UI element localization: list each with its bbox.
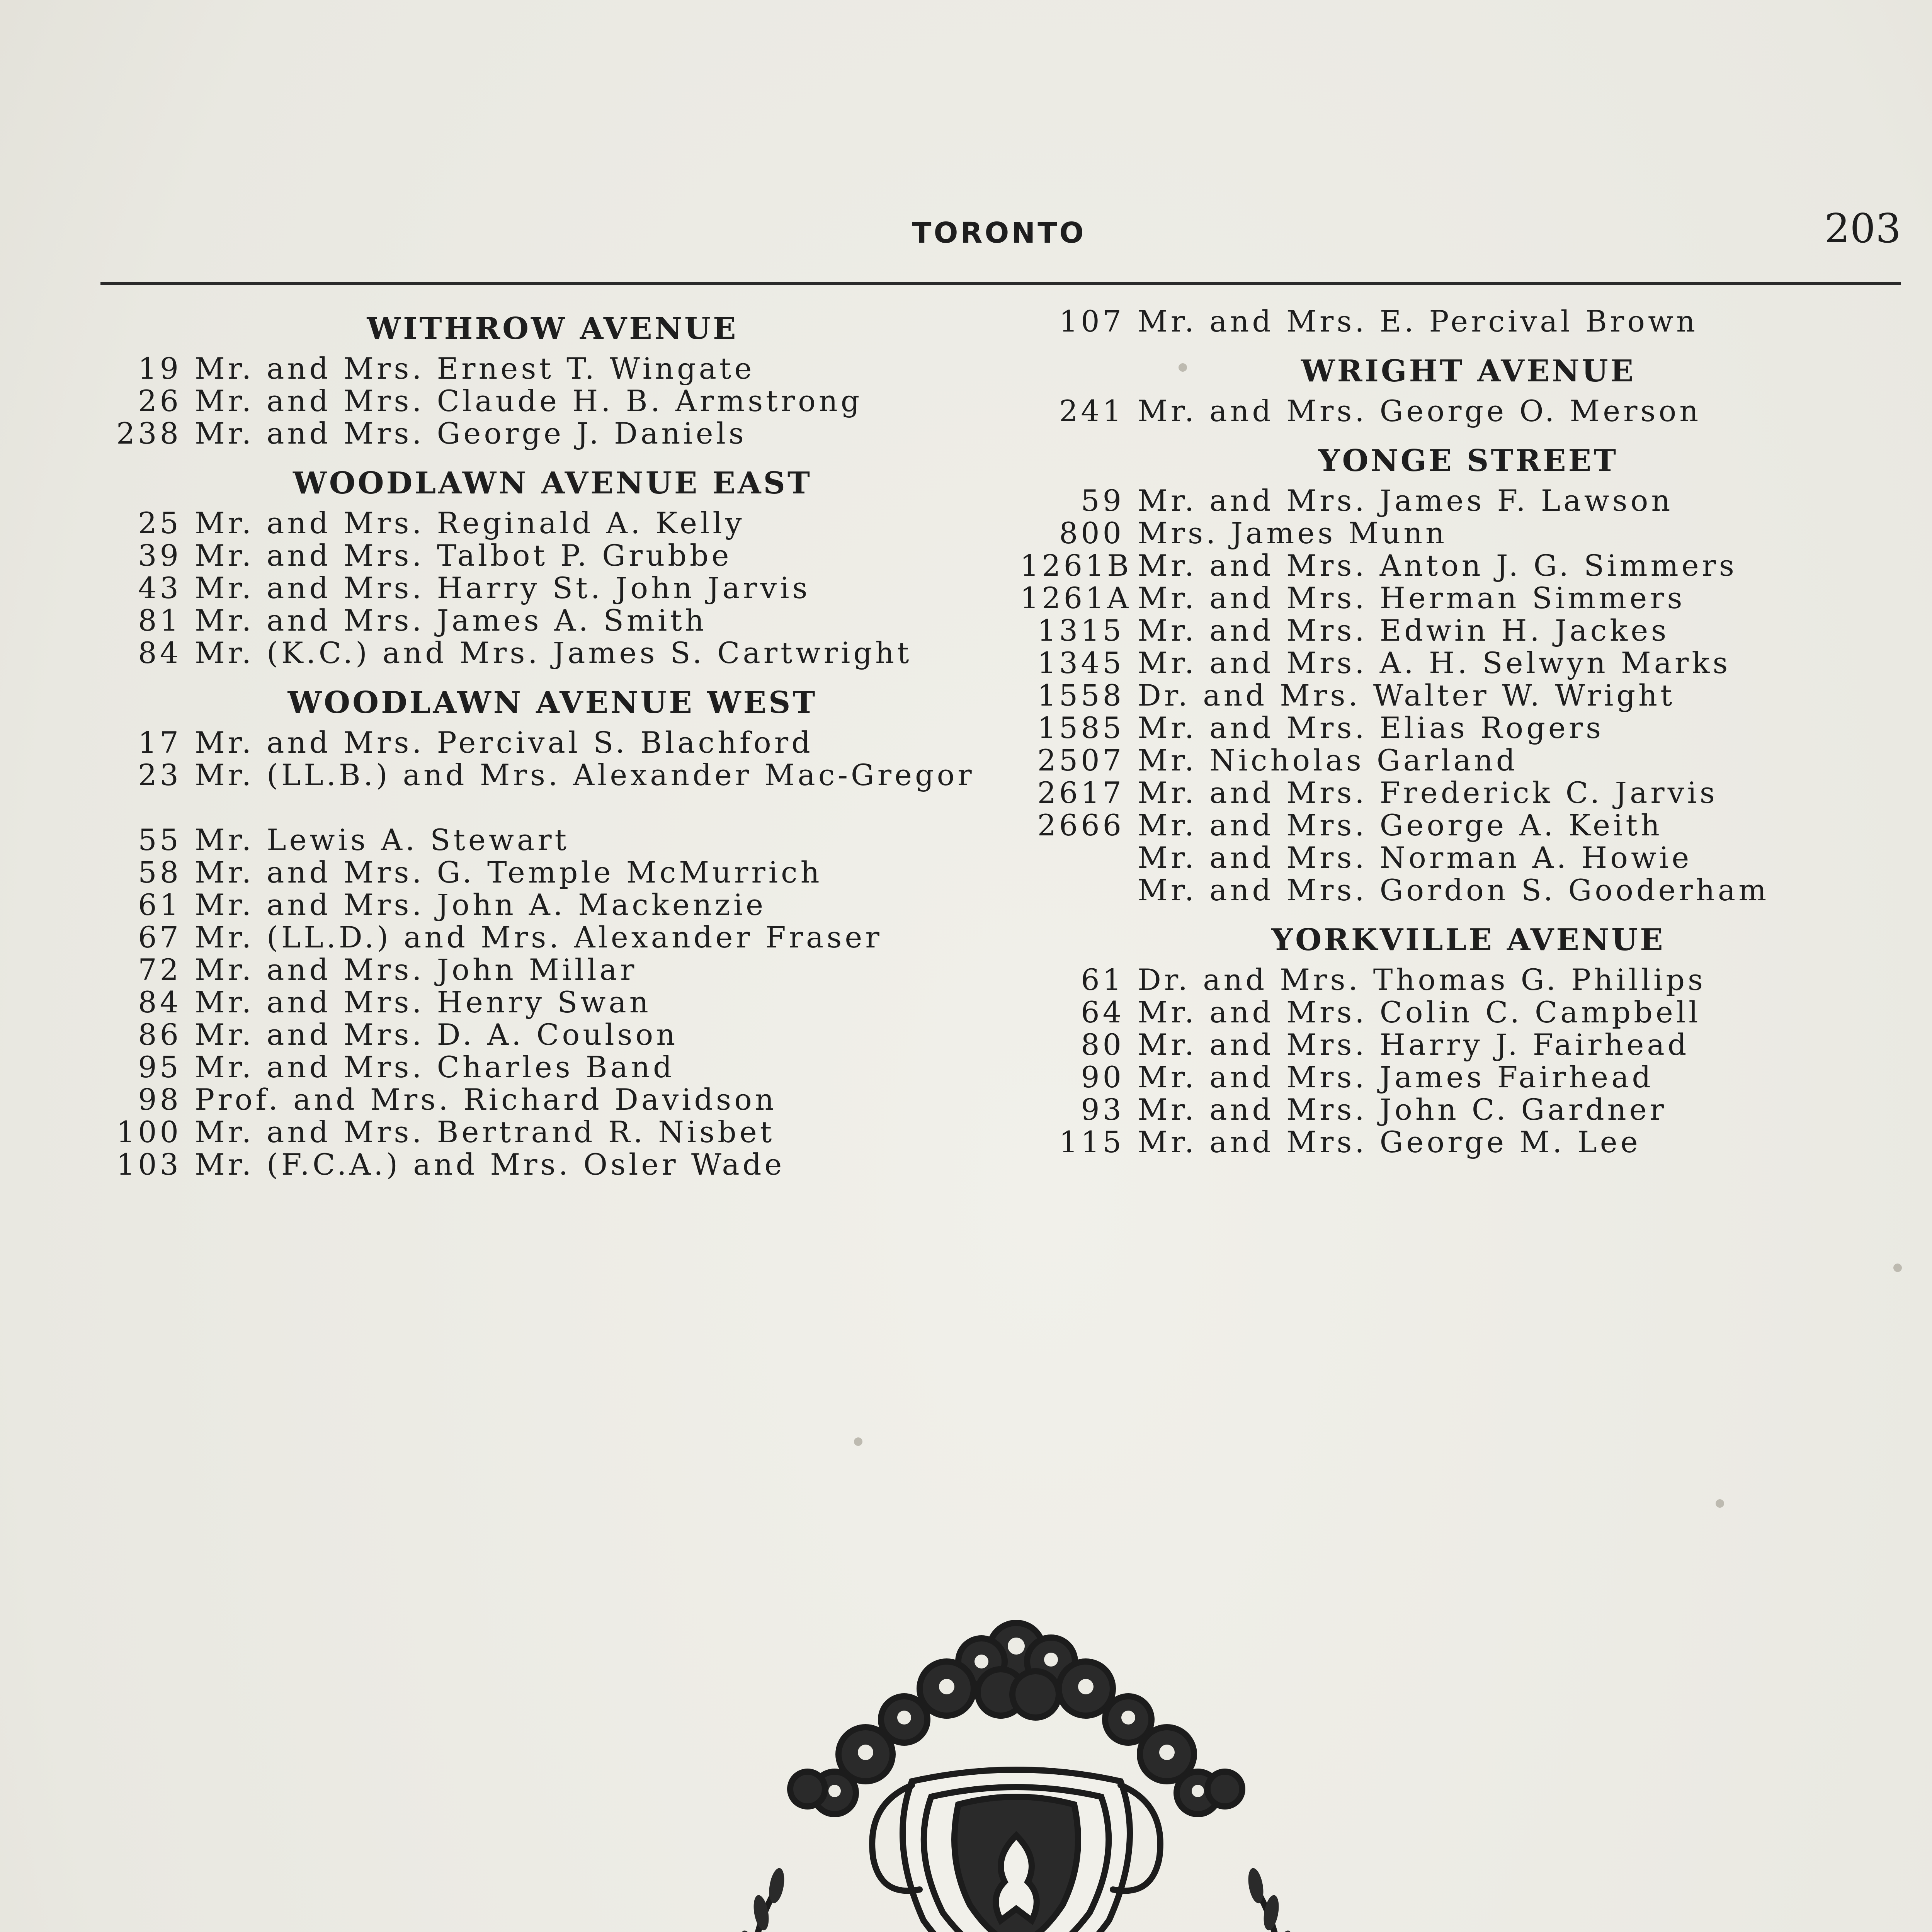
resident-name: Mrs. James Munn (1138, 516, 1448, 550)
resident-name: Mr. (F.C.A.) and Mrs. Osler Wade (195, 1147, 785, 1182)
resident-name: Mr. and Mrs. Percival S. Blachford (195, 725, 813, 760)
house-number: 90 (1081, 1060, 1124, 1094)
list-item (1020, 647, 1917, 679)
house-number: 103 (116, 1147, 182, 1182)
left-column (116, 305, 989, 1181)
running-head: TORONTO (912, 216, 1086, 250)
house-number: 19 (138, 351, 182, 386)
resident-name: Mr. and Mrs. Colin C. Campbell (1138, 995, 1701, 1029)
list-item (116, 1083, 989, 1116)
house-number: 67 (138, 920, 182, 954)
list-item (1020, 395, 1917, 427)
resident-name: Mr. and Mrs. Talbot P. Grubbe (195, 538, 732, 573)
resident-name: Mr. and Mrs. John Millar (195, 952, 638, 987)
resident-name: Mr. and Mrs. Charles Band (195, 1050, 675, 1084)
list-item (116, 986, 989, 1019)
street-heading: YORKVILLE AVENUE (1271, 922, 1665, 957)
list-item (1020, 712, 1917, 744)
house-number: 800 (1059, 516, 1124, 550)
spacer (1020, 427, 1917, 437)
list-item (116, 1148, 989, 1181)
resident-name: Mr. and Mrs. James Fairhead (1138, 1060, 1654, 1094)
list-item (116, 824, 989, 856)
resident-name: Mr. and Mrs. Harry J. Fairhead (1138, 1027, 1690, 1062)
house-number: 115 (1059, 1125, 1124, 1159)
house-number: 17 (138, 725, 182, 760)
resident-name: Prof. and Mrs. Richard Davidson (195, 1082, 777, 1117)
resident-name: Mr. and Mrs. Anton J. G. Simmers (1138, 548, 1737, 583)
house-number: 2617 (1037, 776, 1124, 810)
house-number: 93 (1081, 1092, 1124, 1127)
house-number: 61 (138, 888, 182, 922)
list-item (116, 417, 989, 450)
list-item (116, 759, 989, 824)
list-item (1020, 1061, 1917, 1094)
resident-name: Mr. and Mrs. Bertrand R. Nisbet (195, 1115, 775, 1149)
resident-name: Dr. and Mrs. Thomas G. Phillips (1138, 963, 1706, 997)
street-heading: WITHROW AVENUE (367, 311, 738, 346)
list-item (116, 726, 989, 759)
house-number: 238 (116, 416, 182, 451)
house-number: 107 (1059, 304, 1124, 338)
list-item (116, 921, 989, 954)
list-item (116, 954, 989, 986)
resident-name: Mr. (LL.B.) and Mrs. Alexander Mac-Gregor (195, 758, 975, 792)
list-item (116, 539, 989, 572)
list-item (1020, 809, 1917, 842)
resident-name: Mr. and Mrs. George J. Daniels (195, 416, 747, 451)
house-number: 39 (138, 538, 182, 573)
house-number: 1585 (1037, 711, 1124, 745)
list-item (1020, 874, 1917, 906)
house-number: 98 (138, 1082, 182, 1117)
header-rule (100, 282, 1901, 285)
street-heading: WOODLAWN AVENUE WEST (287, 685, 818, 720)
house-number: 86 (138, 1017, 182, 1052)
list-item (116, 637, 989, 669)
resident-name: Mr. and Mrs. John C. Gardner (1138, 1092, 1667, 1127)
resident-name: Mr. and Mrs. Frederick C. Jarvis (1138, 776, 1718, 810)
list-item (116, 889, 989, 921)
resident-name: Mr. and Mrs. Harry St. John Jarvis (195, 571, 811, 605)
resident-name: Mr. and Mrs. E. Percival Brown (1138, 304, 1698, 338)
resident-name: Mr. and Mrs. Edwin H. Jackes (1138, 613, 1670, 648)
resident-name: Mr. (LL.D.) and Mrs. Alexander Fraser (195, 920, 883, 954)
house-number: 241 (1059, 394, 1124, 428)
list-item (116, 856, 989, 889)
resident-name: Mr. and Mrs. A. H. Selwyn Marks (1138, 646, 1731, 680)
house-number: 25 (138, 506, 182, 540)
resident-name: Mr. and Mrs. D. A. Coulson (195, 1017, 679, 1052)
spacer (116, 450, 989, 460)
paper-speck (854, 1437, 862, 1446)
house-number: 43 (138, 571, 182, 605)
house-number: 61 (1081, 963, 1124, 997)
spacer (116, 669, 989, 679)
house-number: 1345 (1037, 646, 1124, 680)
list-item (1020, 614, 1917, 647)
list-item (1020, 305, 1917, 338)
list-item (1020, 744, 1917, 777)
list-item (1020, 679, 1917, 712)
resident-name: Mr. and Mrs. James F. Lawson (1138, 483, 1673, 518)
list-item (116, 572, 989, 604)
list-item (1020, 485, 1917, 517)
spacer (1020, 338, 1917, 348)
paper-speck (1716, 1499, 1724, 1508)
resident-name: Mr. and Mrs. Ernest T. Wingate (195, 351, 755, 386)
resident-name: Mr. and Mrs. James A. Smith (195, 603, 707, 638)
page-header (100, 201, 1901, 263)
list-item (116, 1116, 989, 1148)
list-item (116, 385, 989, 417)
house-number: 1261B (1020, 548, 1132, 583)
street-heading: WOODLAWN AVENUE EAST (293, 466, 812, 501)
list-item (1020, 777, 1917, 809)
resident-name: Mr. and Mrs. Reginald A. Kelly (195, 506, 745, 540)
house-number: 1261A (1020, 581, 1132, 615)
house-number: 2507 (1037, 743, 1124, 777)
resident-name: Dr. and Mrs. Walter W. Wright (1138, 678, 1675, 713)
house-number: 23 (138, 758, 182, 792)
resident-name: Mr. and Mrs. Claude H. B. Armstrong (195, 384, 863, 418)
house-number: 72 (138, 952, 182, 987)
resident-name: Mr. and Mrs. Norman A. Howie (1138, 840, 1692, 875)
list-item (1020, 1126, 1917, 1158)
list-item (116, 1051, 989, 1083)
house-number: 59 (1081, 483, 1124, 518)
resident-name: Mr. and Mrs. George O. Merson (1138, 394, 1702, 428)
paper-speck (1893, 1264, 1902, 1272)
resident-name: Mr. and Mrs. George A. Keith (1138, 808, 1663, 842)
urn-with-foliage-ornament-icon (665, 1604, 1368, 1932)
spacer (1020, 906, 1917, 917)
house-number: 100 (116, 1115, 182, 1149)
page-number: 203 (1824, 205, 1901, 252)
right-column (1020, 305, 1917, 1158)
house-number: 95 (138, 1050, 182, 1084)
house-number: 2666 (1037, 808, 1124, 842)
house-number: 1558 (1037, 678, 1124, 713)
street-heading: WRIGHT AVENUE (1301, 354, 1636, 389)
list-item (116, 1019, 989, 1051)
house-number: 80 (1081, 1027, 1124, 1062)
resident-name: Mr. Nicholas Garland (1138, 743, 1518, 777)
list-item (1020, 517, 1917, 549)
house-number: 84 (138, 636, 182, 670)
list-item (1020, 1029, 1917, 1061)
list-item (1020, 996, 1917, 1029)
resident-name: Mr. and Mrs. Elias Rogers (1138, 711, 1604, 745)
list-item (116, 507, 989, 539)
list-item (1020, 842, 1917, 874)
resident-name: Mr. and Mrs. Gordon S. Gooderham (1138, 873, 1770, 907)
house-number: 55 (138, 823, 182, 857)
paper-speck (1179, 363, 1187, 372)
list-item (1020, 549, 1917, 582)
list-item (1020, 1094, 1917, 1126)
house-number: 26 (138, 384, 182, 418)
resident-name: Mr. and Mrs. George M. Lee (1138, 1125, 1641, 1159)
house-number: 84 (138, 985, 182, 1019)
resident-name: Mr. and Mrs. John A. Mackenzie (195, 888, 767, 922)
house-number: 64 (1081, 995, 1124, 1029)
list-item (1020, 964, 1917, 996)
house-number: 58 (138, 855, 182, 889)
resident-name: Mr. and Mrs. Herman Simmers (1138, 581, 1685, 615)
house-number: 81 (138, 603, 182, 638)
list-item (116, 604, 989, 637)
list-item (1020, 582, 1917, 614)
house-number: 1315 (1037, 613, 1124, 648)
resident-name: Mr. Lewis A. Stewart (195, 823, 570, 857)
resident-name: Mr. and Mrs. G. Temple McMurrich (195, 855, 823, 889)
street-heading: YONGE STREET (1318, 443, 1619, 478)
resident-name: Mr. (K.C.) and Mrs. James S. Cartwright (195, 636, 912, 670)
list-item (116, 352, 989, 385)
resident-name: Mr. and Mrs. Henry Swan (195, 985, 651, 1019)
